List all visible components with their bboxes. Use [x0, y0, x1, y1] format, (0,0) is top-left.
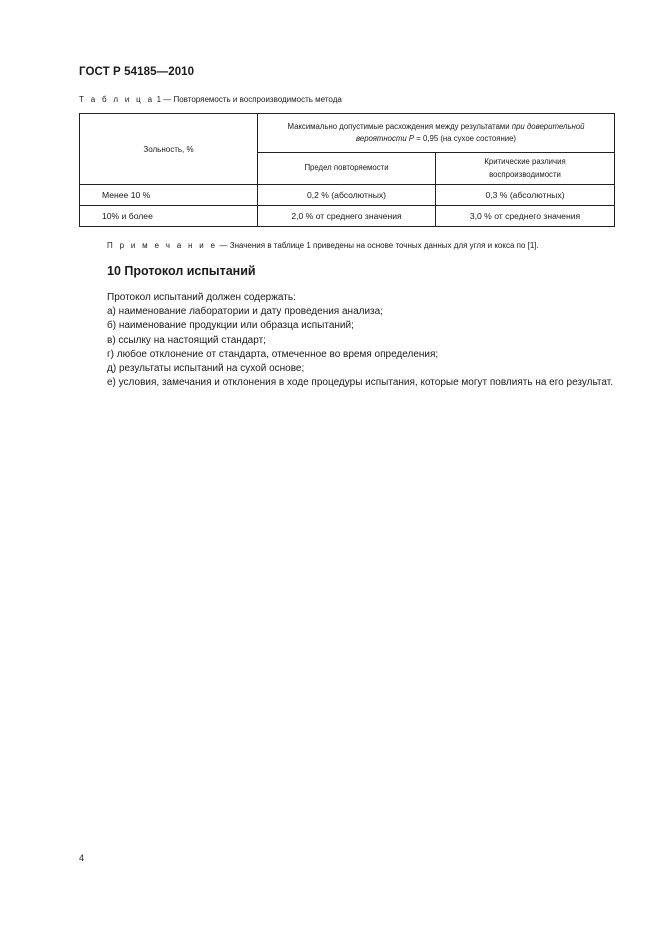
section-intro: Протокол испытаний должен содержать: — [107, 292, 296, 303]
list-item: г) любое отклонение от стандарта, отмеченное во время определения; — [107, 348, 439, 360]
cell-ash: 10% и более — [80, 206, 258, 227]
table-caption-text: — Повторяемость и воспроизводимость метода — [163, 95, 342, 104]
header-main-value: = 0,95 (на сухое состояние) — [416, 134, 517, 144]
section-title: 10 Протокол испытаний — [107, 264, 256, 278]
header-main-italic2: вероятности P — [355, 134, 415, 144]
note-label: П р и м е ч а н и е — [107, 241, 218, 250]
header-repeatability: Предел повторяемости — [258, 153, 436, 185]
table-caption-prefix: Т а б л и ц а — [79, 95, 155, 104]
list-item: б) наименование продукции или образца испытаний; — [107, 320, 354, 332]
cell-reproducibility: 0,3 % (абсолютных) — [436, 185, 615, 206]
section-body — [79, 291, 619, 390]
header-main-italic1: при доверительной — [511, 121, 585, 131]
document-id: ГОСТ Р 54185—2010 — [79, 66, 195, 78]
list-item: е) условия, замечания и отклонения в ходе процедуры испытания, которые могут повлиять на его результат. — [107, 377, 613, 389]
table-caption — [79, 95, 342, 104]
header-reprod-line1: Критические различия — [484, 157, 566, 167]
header-max-discrepancy — [258, 114, 615, 153]
header-ash-content: Зольность, % — [80, 114, 258, 185]
list-item: а) наименование лаборатории и дату проведения анализа; — [107, 306, 383, 318]
header-reprod-line2: воспроизводимости — [489, 169, 561, 179]
note-text: — Значения в таблице 1 приведены на основе точных данных для угля и кокса по [1]. — [219, 241, 539, 250]
cell-ash: Менее 10 % — [80, 185, 258, 206]
repeatability-table — [79, 113, 615, 227]
header-reproducibility — [436, 153, 615, 185]
header-main-text: Максимально допустимые расхождения между результатами — [287, 121, 510, 131]
list-item: д) результаты испытаний на сухой основе; — [107, 363, 305, 375]
table-row — [80, 185, 615, 206]
table-row — [80, 206, 615, 227]
cell-repeatability: 2,0 % от среднего значения — [258, 206, 436, 227]
table-header-row — [80, 114, 615, 153]
table-caption-number: 1 — [156, 95, 162, 104]
list-item: в) ссылку на настоящий стандарт; — [107, 334, 266, 346]
table-note — [107, 241, 539, 250]
page-number: 4 — [79, 853, 85, 863]
cell-reproducibility: 3,0 % от среднего значения — [436, 206, 615, 227]
cell-repeatability: 0,2 % (абсолютных) — [258, 185, 436, 206]
